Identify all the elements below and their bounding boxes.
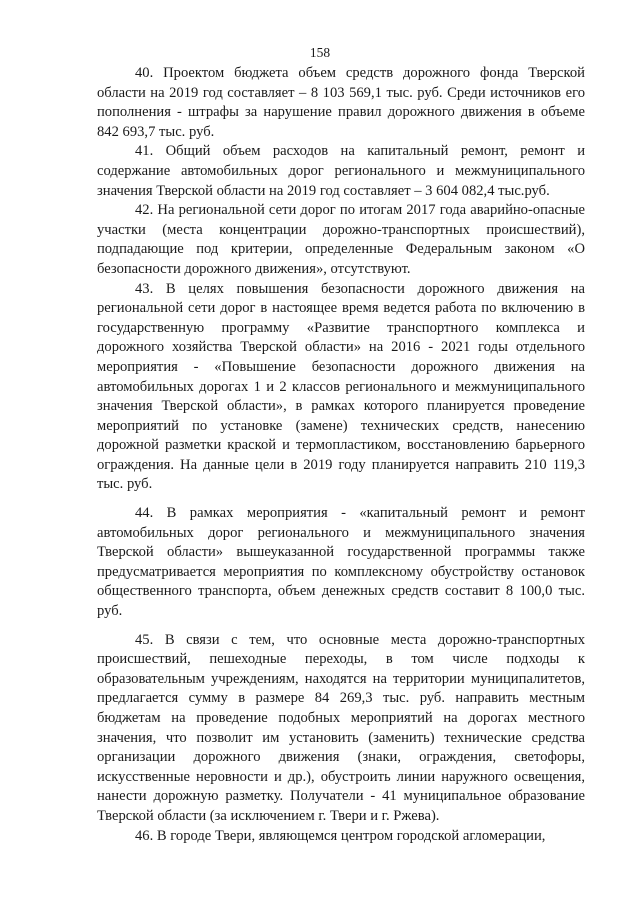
- paragraph-45: 45. В связи с тем, что основные места дорожно-транспортных происшествий, пешеходные переходы, в том числе подходы к образовательным учреждениям, находятся на территории муниципалитетов, предлагается сумму в размере 84 269,3 тыс. руб. направить местным бюджетам на проведение подобных мероприятий на дорогах местного значения, что позволит им установить (заменить) технические средства организации дорожного движения (знаки, ограждения, светофоры, искусственные неровности и др.), обустроить линии наружного освещения, нанести дорожную разметку. Получатели - 41 муниципальное образование Тверской области (за исключением г. Твери и г. Ржева).: [97, 631, 585, 824]
- paragraph-41: 41. Общий объем расходов на капитальный ремонт, ремонт и содержание автомобильных дорог регионального и межмуниципального значения Тверской области на 2019 год составляет – 3 604 082,4 тыс.руб.: [97, 143, 585, 199]
- paragraph-43: 43. В целях повышения безопасности дорожного движения на региональной сети дорог в настоящее время ведется работа по включению в государственную программу «Развитие транспортного комплекса и дорожного хозяйства Тверской области» на 2016 - 2021 годы отдельного мероприятия - «Повышение безопасности дорожного движения на автомобильных дорогах 1 и 2 классов регионального и межмуниципального значения Тверской области», в рамках которого планируется проведение мероприятий по установке (замене) технических средств, нанесению дорожной разметки краской и термопластиком, восстановлению барьерного ограждения. На данные цели в 2019 году планируется направить 210 119,3 тыс. руб.: [97, 280, 585, 493]
- paragraph-42: 42. На региональной сети дорог по итогам 2017 года аварийно-опасные участки (места концентрации дорожно-транспортных происшествий), подпадающие под критерии, определенные Федеральным законом «О безопасности дорожного движения», отсутствуют.: [97, 202, 585, 277]
- paragraph-44: 44. В рамках мероприятия - «капитальный ремонт и ремонт автомобильных дорог регионального и межмуниципального значения Тверской области» вышеуказанной государственной программы также предусматривается мероприятия по комплексному обустройству остановок общественного транспорта, объем денежных средств составит 8 100,0 тыс. руб.: [97, 505, 585, 620]
- paragraph-40: 40. Проектом бюджета объем средств дорожного фонда Тверской области на 2019 год составляет – 8 103 569,1 тыс. руб. Среди источников его пополнения - штрафы за нарушение правил дорожного движения в объеме 842 693,7 тыс. руб.: [97, 65, 585, 140]
- paragraph-46: 46. В городе Твери, являющемся центром городской агломерации,: [135, 827, 546, 844]
- page-number: 158: [309, 45, 331, 60]
- document-body: [97, 64, 585, 846]
